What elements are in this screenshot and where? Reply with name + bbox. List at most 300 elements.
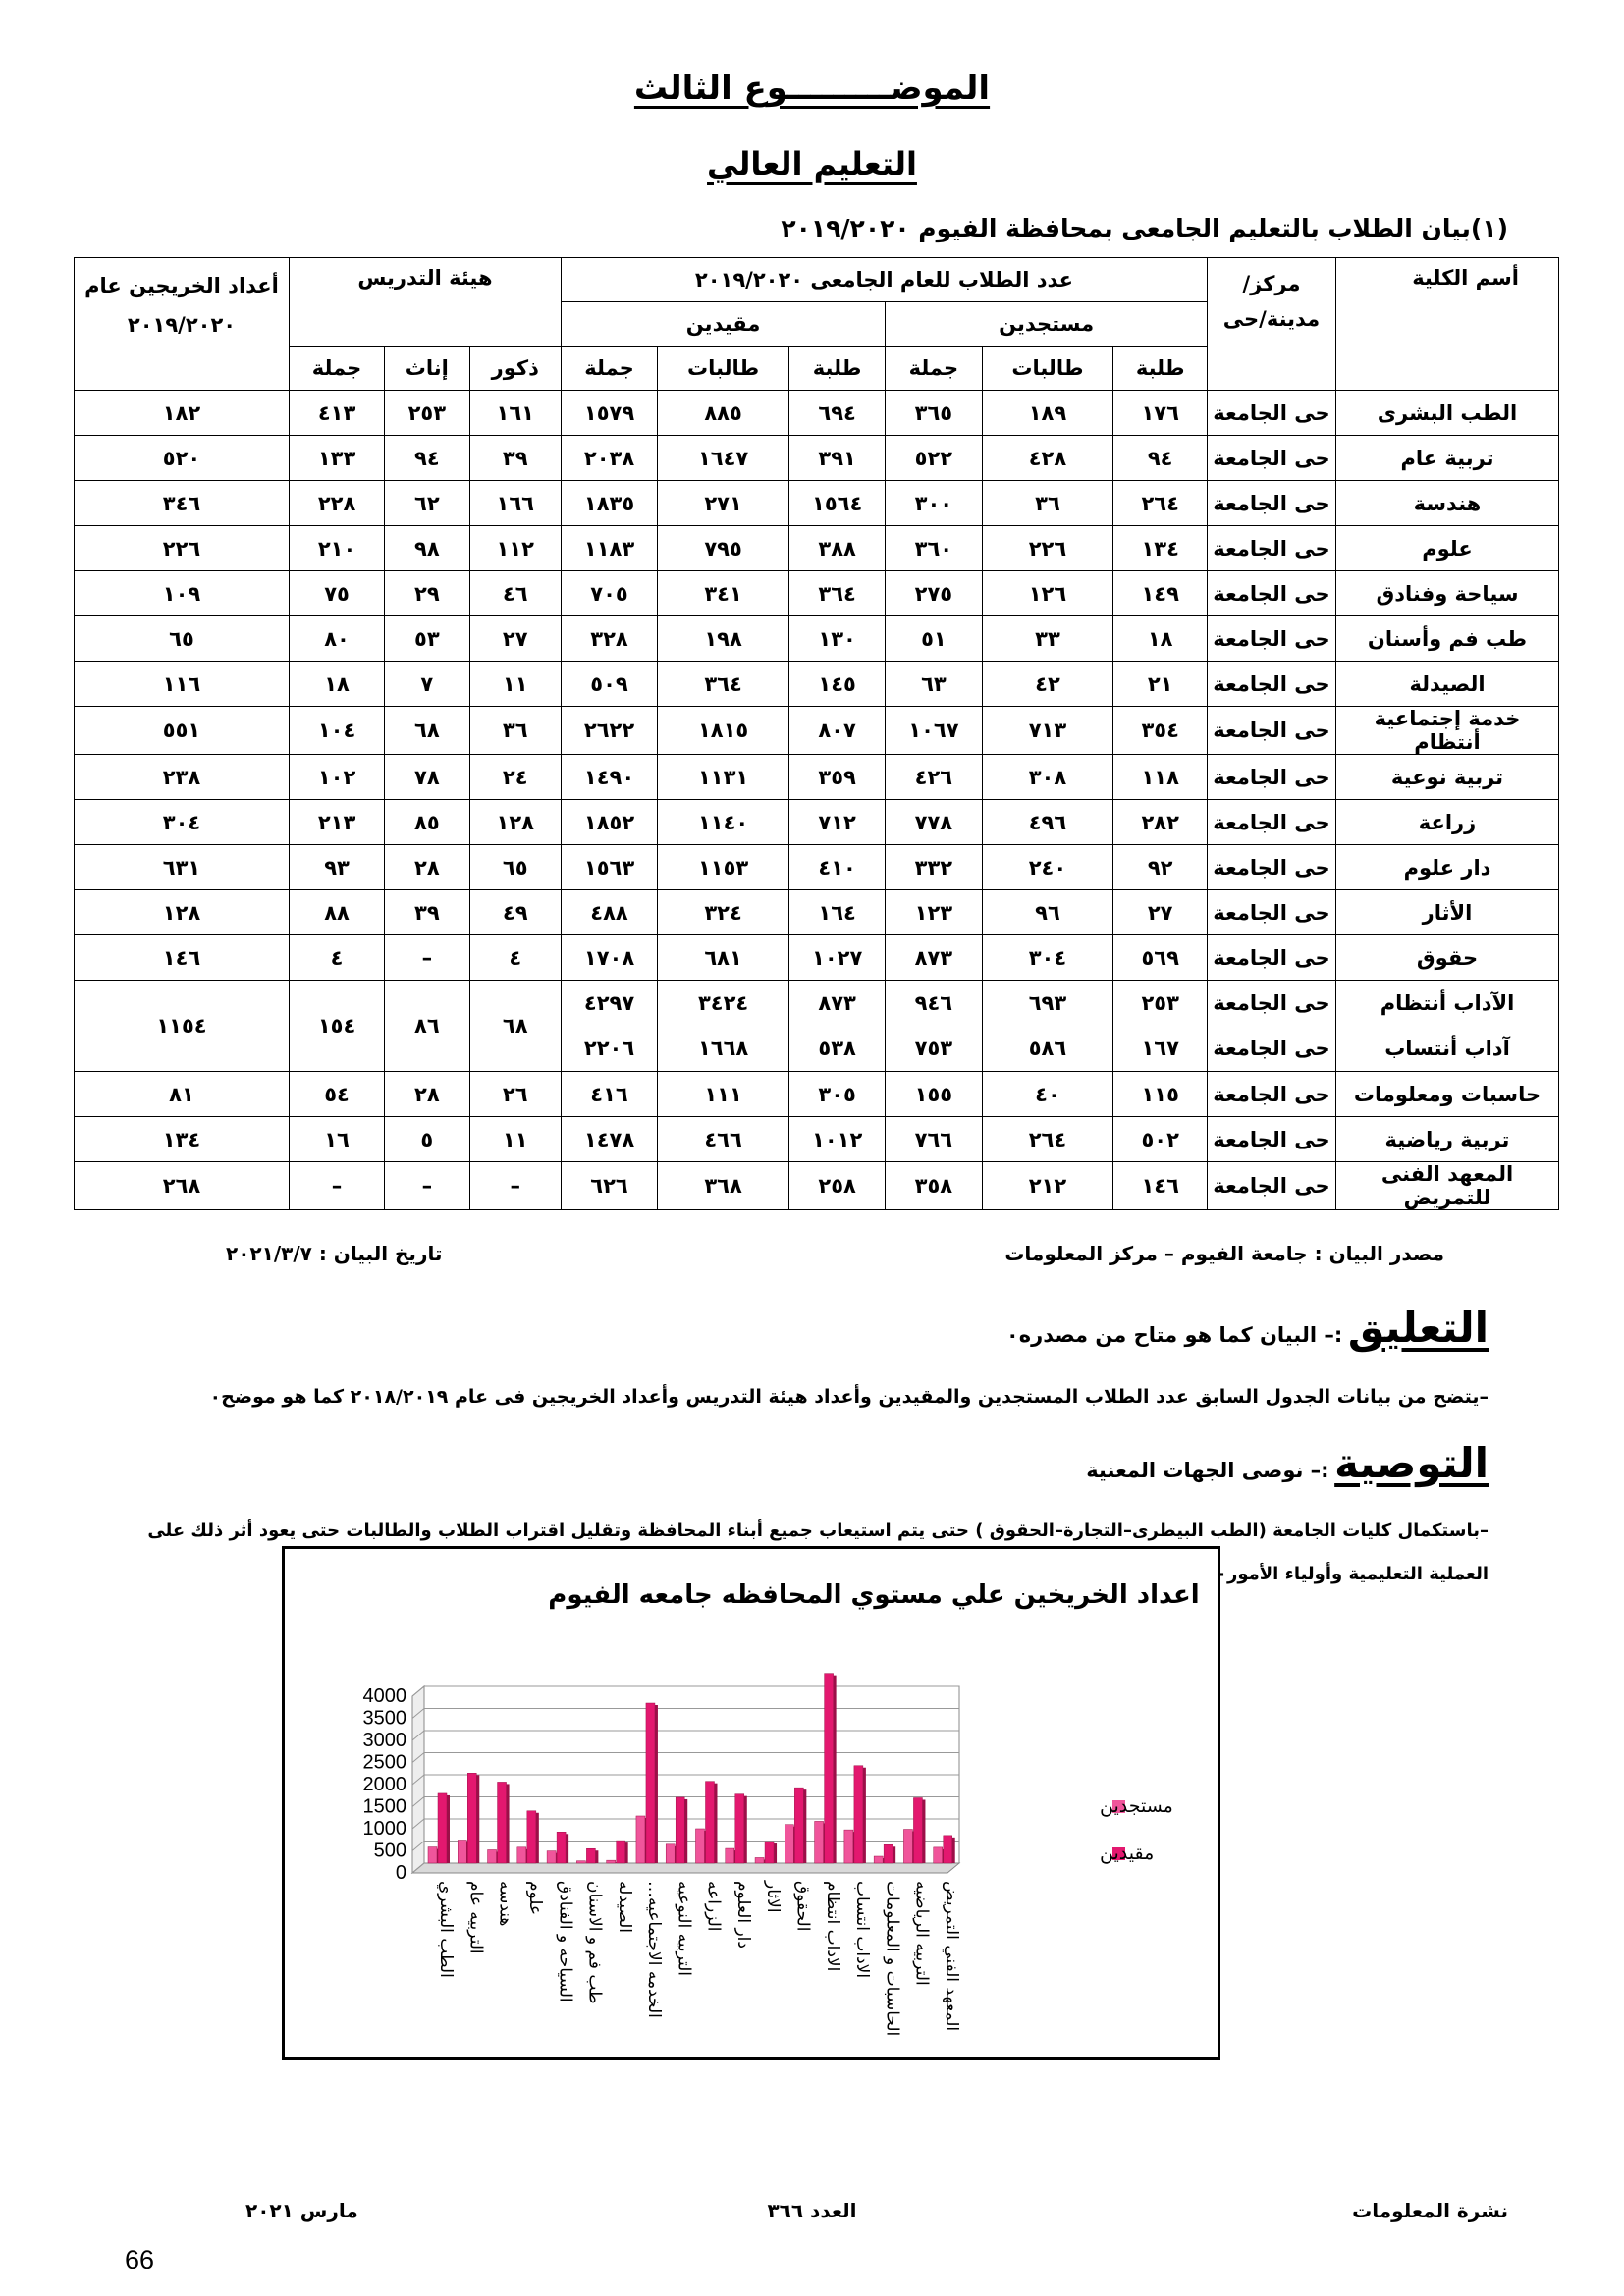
table-row [75,616,1559,662]
students-table [74,257,1559,1210]
section-title: التعليم العالي [707,145,917,183]
chart-title: اعداد الخريخين علي مستوي المحافظه جامعه الفيوم [548,1580,1200,1610]
cell-s-f: ٥ [385,1117,470,1162]
cell-e-f: ١٨١٥ [658,707,789,755]
header-new: مستجدين [886,302,1208,347]
cell-e-m: ٢٥٨ [789,1162,886,1210]
cell-center: حى الجامعة [1208,707,1336,755]
cell-grads: ٣٤٦ [75,481,290,526]
x-category-label: الحقوق [792,1881,813,1932]
recommendation-heading: التوصية [1334,1439,1489,1487]
cell-center: حى الجامعة [1208,391,1336,436]
header-total: جملة [561,347,657,391]
cell-e-m: ١٦٤ [789,890,886,935]
cell-college: تربية نوعية [1336,755,1559,800]
bar-side [655,1705,658,1863]
cell-s-m: ٣٦ [469,707,561,755]
cell-s-f: – [385,1162,470,1210]
cell-n-m: ٥٠٢ [1113,1117,1208,1162]
cell-e-f: ٨٨٥ [658,391,789,436]
y-tick-label: 2000 [362,1774,406,1795]
cell-college: الطب البشرى [1336,391,1559,436]
cell-grads: ٢٦٨ [75,1162,290,1210]
source-text: مصدر البيان : جامعة الفيوم – مركز المعلومات [1004,1242,1444,1265]
x-category-label: الزراعه [703,1881,724,1932]
cell-college: هندسة [1336,481,1559,526]
cell-n-m: ١٤٦ [1113,1162,1208,1210]
cell-n-f: ٤٢ [982,662,1113,707]
bar-new [755,1857,764,1863]
cell-line: ٢٢٠٦ [583,1037,635,1060]
x-category-label: علوم [524,1881,545,1916]
cell-n-f: ٩٦ [982,890,1113,935]
cell-s-f: ٦٨ [385,707,470,755]
cell-e-f: ١٦٤٧ [658,436,789,481]
plot-floor [412,1863,959,1873]
cell-s-f: ٥٣ [385,616,470,662]
cell-center: حى الجامعة [1208,1117,1336,1162]
cell-college: الأثار [1336,890,1559,935]
cell-n-t: ١٠٦٧ [886,707,982,755]
cell-n-f: ٤٩٦ [982,800,1113,845]
cell-s-t: ١٣٣ [290,436,385,481]
cell-n-f: ١٨٩ [982,391,1113,436]
cell-s-t: ١٠٢ [290,755,385,800]
cell-e-m: ٦٩٤ [789,391,886,436]
bar-new [547,1851,556,1863]
cell-e-m: ١٤٥ [789,662,886,707]
table-row [75,481,1559,526]
bar-side [476,1775,479,1863]
table-row [75,662,1559,707]
table-row [75,845,1559,890]
cell-line: حى الجامعة [1213,1037,1330,1060]
table-row [75,526,1559,571]
cell-center: حى الجامعة [1208,436,1336,481]
table-row [75,1072,1559,1117]
cell-s-f: ٦٢ [385,481,470,526]
cell-grads: ١٤٦ [75,935,290,981]
header-staff: هيئة التدريس [290,258,562,347]
bar-side [684,1799,687,1863]
cell-grads: ٦٣١ [75,845,290,890]
x-category-label: الحاسبات و المعلومات [882,1881,902,2037]
cell-e-t: ٢٠٣٨ [561,436,657,481]
cell-e-f: ٣٦٨ [658,1162,789,1210]
bar-enrolled [854,1766,863,1863]
cell-n-t: ٣٥٨ [886,1162,982,1210]
cell-line: ٥٨٦ [1028,1037,1067,1060]
bar-enrolled [527,1811,536,1863]
cell-college: تربية رياضية [1336,1117,1559,1162]
cell-s-t: ٤١٣ [290,391,385,436]
cell-s-t: ٢١٠ [290,526,385,571]
bar-new [785,1825,793,1863]
cell-s-m: ١١ [469,1117,561,1162]
table-row [75,890,1559,935]
cell-n-m: ١٣٤ [1113,526,1208,571]
cell-e-m: ٣٠٥ [789,1072,886,1117]
cell-e-m [789,981,886,1072]
cell-n-t: ١٥٥ [886,1072,982,1117]
cell-college: الصيدلة [1336,662,1559,707]
cell-s-m: ١٦٦ [469,481,561,526]
bar-enrolled [467,1773,476,1863]
bar-side [774,1843,777,1863]
cell-center: حى الجامعة [1208,935,1336,981]
header-females: إناث [385,347,470,391]
table-row [75,571,1559,616]
cell-n-f: ٢٦٤ [982,1117,1113,1162]
cell-grads: ٢٣٨ [75,755,290,800]
chart-frame [282,1546,1220,2060]
cell-e-f: ٣٢٤ [658,890,789,935]
table-row [75,707,1559,755]
footer-publication: نشرة المعلومات [1352,2199,1508,2222]
cell-e-t: ٣٢٨ [561,616,657,662]
cell-s-m: ٤ [469,935,561,981]
cell-e-m: ٣٩١ [789,436,886,481]
table-row [75,1117,1559,1162]
legend-label: مستجدين [1100,1795,1173,1817]
cell-n-m: ٢١ [1113,662,1208,707]
y-tick-label: 1000 [362,1818,406,1840]
cell-n-m: ٢٨٢ [1113,800,1208,845]
recommendation-lead: :– نوصى الجهات المعنية [1086,1459,1329,1482]
cell-center: حى الجامعة [1208,755,1336,800]
bar-side [595,1850,598,1863]
table-row [75,391,1559,436]
bar-enrolled [646,1703,655,1863]
cell-s-f: ٧ [385,662,470,707]
cell-s-m: ١١ [469,662,561,707]
cell-line: ٦٩٣ [1028,991,1067,1015]
cell-e-m: ٣٨٨ [789,526,886,571]
cell-grads: ١١٥٤ [75,981,290,1072]
bar-new [458,1841,466,1863]
bar-side [715,1784,718,1863]
cell-college: حاسبات ومعلومات [1336,1072,1559,1117]
cell-s-f: ٢٨ [385,845,470,890]
cell-e-m: ١٠١٢ [789,1117,886,1162]
cell-e-m: ١٥٦٤ [789,481,886,526]
topic-title: الموضـــــــــوع الثالث [633,69,991,108]
cell-college: علوم [1336,526,1559,571]
bar-enrolled [676,1797,684,1863]
cell-grads: ١٣٤ [75,1117,290,1162]
cell-e-t: ١٤٩٠ [561,755,657,800]
cell-grads: ٦٥ [75,616,290,662]
cell-s-m: ٢٧ [469,616,561,662]
bar-side [863,1768,866,1863]
cell-e-f: ٣٦٤ [658,662,789,707]
cell-n-m: ٩٤ [1113,436,1208,481]
cell-line: ٨٧٣ [818,991,856,1015]
cell-e-t: ٢٦٢٢ [561,707,657,755]
bar-enrolled [735,1794,744,1863]
cell-s-t: ٢١٣ [290,800,385,845]
bar-new [636,1816,645,1863]
cell-n-m: ٢٧ [1113,890,1208,935]
bar-new [874,1856,883,1863]
cell-s-m: ٢٤ [469,755,561,800]
cell-e-t: ١٨٣٥ [561,481,657,526]
cell-s-f: ٢٥٣ [385,391,470,436]
table-body [75,391,1559,1210]
cell-s-f: ٢٨ [385,1072,470,1117]
cell-s-m: ١٢٨ [469,800,561,845]
cell-s-t: ٥٤ [290,1072,385,1117]
recommendation-section [1086,1439,1489,1487]
comment-heading: التعليق [1347,1304,1489,1352]
cell-n-t: ٣٣٢ [886,845,982,890]
bar-enrolled [825,1674,834,1863]
cell-college: طب فم وأسنان [1336,616,1559,662]
cell-e-m: ١٠٢٧ [789,935,886,981]
cell-college: زراعة [1336,800,1559,845]
cell-e-t: ١٨٥٢ [561,800,657,845]
cell-n-f [982,981,1113,1072]
cell-n-f: ٣٠٨ [982,755,1113,800]
cell-n-m: ١٧٦ [1113,391,1208,436]
cell-center: حى الجامعة [1208,890,1336,935]
cell-college: حقوق [1336,935,1559,981]
x-category-label: الطب البشري [436,1881,457,1978]
cell-n-t: ٣٠٠ [886,481,982,526]
bar-enrolled [706,1782,715,1863]
cell-line: ٢٥٣ [1141,991,1179,1015]
cell-grads: ٥٥١ [75,707,290,755]
bar-side [536,1813,539,1863]
bar-side [566,1834,568,1863]
cell-n-m: ٢٦٤ [1113,481,1208,526]
x-category-label: هندسه [495,1881,515,1927]
cell-s-t: ١٨ [290,662,385,707]
cell-n-f: ٣٣ [982,616,1113,662]
cell-s-t: ٨٠ [290,616,385,662]
cell-n-t: ٣٦٥ [886,391,982,436]
cell-n-m: ٥٦٩ [1113,935,1208,981]
cell-n-m: ١١٥ [1113,1072,1208,1117]
cell-center: حى الجامعة [1208,1072,1336,1117]
bar-enrolled [586,1848,595,1863]
bar-side [744,1796,747,1863]
cell-center: حى الجامعة [1208,481,1336,526]
header-grads: أعداد الخريجين عام ٢٠١٩/٢٠٢٠ [75,258,290,391]
cell-s-t: ٢٢٨ [290,481,385,526]
cell-n-t: ٥٢٢ [886,436,982,481]
cell-s-t: ٧٥ [290,571,385,616]
bar-side [625,1842,628,1863]
cell-grads: ١١٦ [75,662,290,707]
bar-side [507,1784,510,1863]
table-row [75,800,1559,845]
cell-s-m: ١١٢ [469,526,561,571]
header-enrolled: مقيدين [561,302,885,347]
cell-s-m: ٤٦ [469,571,561,616]
recommendation-body: –باستكمال كليات الجامعة (الطب البيطرى–التجارة–الحقوق ) حتى يتم استيعاب جميع أبناء المحافظة وتقليل اقتراب الطلاب والطالبات حتى يعود أثر ذلك على العملية التعليمية وأولياء الأمور٠ [147,1521,1489,1584]
x-category-label: السياحه و الفنادق [555,1881,575,2002]
cell-s-f: ٣٩ [385,890,470,935]
cell-s-f: ٨٦ [385,981,470,1072]
cell-e-t [561,981,657,1072]
header-total: جملة [290,347,385,391]
cell-n-t: ١٢٣ [886,890,982,935]
cell-e-m: ٣٦٤ [789,571,886,616]
y-tick-label: 3000 [362,1730,406,1751]
cell-grads: ١٨٢ [75,391,290,436]
cell-line: الآداب أنتظام [1380,991,1515,1015]
bar-new [576,1861,585,1863]
footer-issue: العدد ٣٦٦ [767,2199,857,2222]
cell-e-m: ٤١٠ [789,845,886,890]
legend-label: مقيدين [1100,1842,1155,1864]
cell-n-m: ١٨ [1113,616,1208,662]
bar-side [893,1846,895,1863]
header-college: أسم الكلية [1336,258,1559,391]
cell-e-f: ٧٩٥ [658,526,789,571]
cell-center: حى الجامعة [1208,662,1336,707]
bar-side [834,1676,837,1863]
cell-college: دار علوم [1336,845,1559,890]
header-males: ذكور [469,347,561,391]
cell-line: ٧٥٣ [914,1037,953,1060]
y-tick-label: 500 [373,1840,406,1862]
cell-e-f: ١١٣١ [658,755,789,800]
cell-s-m: ٦٥ [469,845,561,890]
cell-college: سياحة وفنادق [1336,571,1559,616]
y-tick-label: 3500 [362,1707,406,1730]
cell-n-t: ٧٦٦ [886,1117,982,1162]
bar-enrolled [498,1782,507,1863]
cell-e-m: ٧١٢ [789,800,886,845]
cell-center: حى الجامعة [1208,1162,1336,1210]
cell-center: حى الجامعة [1208,800,1336,845]
x-category-label: الاثار [763,1881,784,1913]
page-number: 66 [125,2245,155,2274]
cell-n-f: ٤٢٨ [982,436,1113,481]
cell-e-f: ٦٨١ [658,935,789,981]
cell-e-t: ١١٨٣ [561,526,657,571]
cell-center: حى الجامعة [1208,526,1336,571]
cell-s-t: ١٥٤ [290,981,385,1072]
cell-grads: ٥٢٠ [75,436,290,481]
cell-n-t [886,981,982,1072]
cell-n-m [1113,981,1208,1072]
cell-center: حى الجامعة [1208,571,1336,616]
cell-e-f: ١١١ [658,1072,789,1117]
cell-n-f: ٢٢٦ [982,526,1113,571]
cell-s-m: ٢٦ [469,1072,561,1117]
bar-side [803,1789,806,1863]
cell-s-f: – [385,935,470,981]
cell-e-t: ١٥٦٣ [561,845,657,890]
header-female-students: طالبات [658,347,789,391]
cell-line: ٥٣٨ [818,1037,856,1060]
cell-n-f: ٤٠ [982,1072,1113,1117]
cell-e-t: ٤٨٨ [561,890,657,935]
cell-n-f: ١٢٦ [982,571,1113,616]
bar-new [517,1847,526,1863]
cell-e-f: ٢٧١ [658,481,789,526]
cell-grads: ٢٢٦ [75,526,290,571]
x-category-label: التربيه عام [465,1881,486,1954]
y-tick-label: 0 [395,1862,406,1884]
x-category-label: الاداب انتظام [822,1881,842,1972]
bar-new [488,1850,497,1864]
cell-n-t: ٨٧٣ [886,935,982,981]
cell-line: ١٦٧ [1141,1037,1179,1060]
cell-s-f: ٧٨ [385,755,470,800]
cell-e-m: ٨٠٧ [789,707,886,755]
cell-e-f: ٤٦٦ [658,1117,789,1162]
bar-new [696,1829,705,1863]
cell-e-t: ١٤٧٨ [561,1117,657,1162]
bar-new [903,1830,912,1863]
cell-line: آداب أنتساب [1384,1037,1510,1060]
cell-n-t: ٦٣ [886,662,982,707]
bar-enrolled [913,1797,922,1863]
bar-side [952,1838,955,1863]
cell-n-t: ٧٧٨ [886,800,982,845]
header-center: مركز/ مدينة/حى [1208,258,1336,391]
comment-section [1006,1304,1489,1352]
x-category-label: دار العلوم [732,1881,753,1949]
bar-enrolled [438,1793,447,1863]
cell-s-f: ٨٥ [385,800,470,845]
cell-college [1336,981,1559,1072]
cell-college: المعهد الفنى للتمريض [1336,1162,1559,1210]
bar-new [666,1844,675,1863]
cell-center: حى الجامعة [1208,845,1336,890]
cell-n-f: ٣٠٤ [982,935,1113,981]
bar-enrolled [944,1836,952,1863]
cell-s-t: ١٦ [290,1117,385,1162]
cell-n-t: ٥١ [886,616,982,662]
y-tick-label: 2500 [362,1751,406,1774]
cell-s-f: ٩٤ [385,436,470,481]
cell-e-f: ١١٤٠ [658,800,789,845]
comment-lead: :– البيان كما هو متاح من مصدره٠ [1005,1323,1343,1347]
cell-e-t: ٦٢٦ [561,1162,657,1210]
cell-s-t: ١٠٤ [290,707,385,755]
x-category-label: الخدمه الاجتماعيه… [644,1881,665,2018]
cell-e-f: ٣٤١ [658,571,789,616]
bar-side [447,1795,450,1863]
cell-e-f: ١١٥٣ [658,845,789,890]
header-students: عدد الطلاب للعام الجامعى ٢٠١٩/٢٠٢٠ [561,258,1207,302]
cell-e-t: ٥٠٩ [561,662,657,707]
bar-side [922,1799,925,1863]
bar-enrolled [794,1788,803,1863]
x-category-label: الصيدله [614,1881,634,1933]
x-category-label: التربيه النوعيه [674,1881,694,1976]
date-text: تاريخ البيان : ٢٠٢١/٣/٧ [226,1242,443,1265]
table-row [75,935,1559,981]
cell-line: ٩٤٦ [914,991,953,1015]
cell-grads: ١٠٩ [75,571,290,616]
header-female-students: طالبات [982,347,1113,391]
x-category-label: الاداب انتساب [852,1881,873,1979]
cell-center: حى الجامعة [1208,616,1336,662]
cell-e-t: ١٧٠٨ [561,935,657,981]
cell-e-f [658,981,789,1072]
cell-line: ٣٤٢٤ [697,991,749,1015]
bar-chart [285,1549,1218,2057]
table-row-arts [75,981,1559,1072]
header-male-students: طلبة [1113,347,1208,391]
bar-enrolled [884,1844,893,1863]
